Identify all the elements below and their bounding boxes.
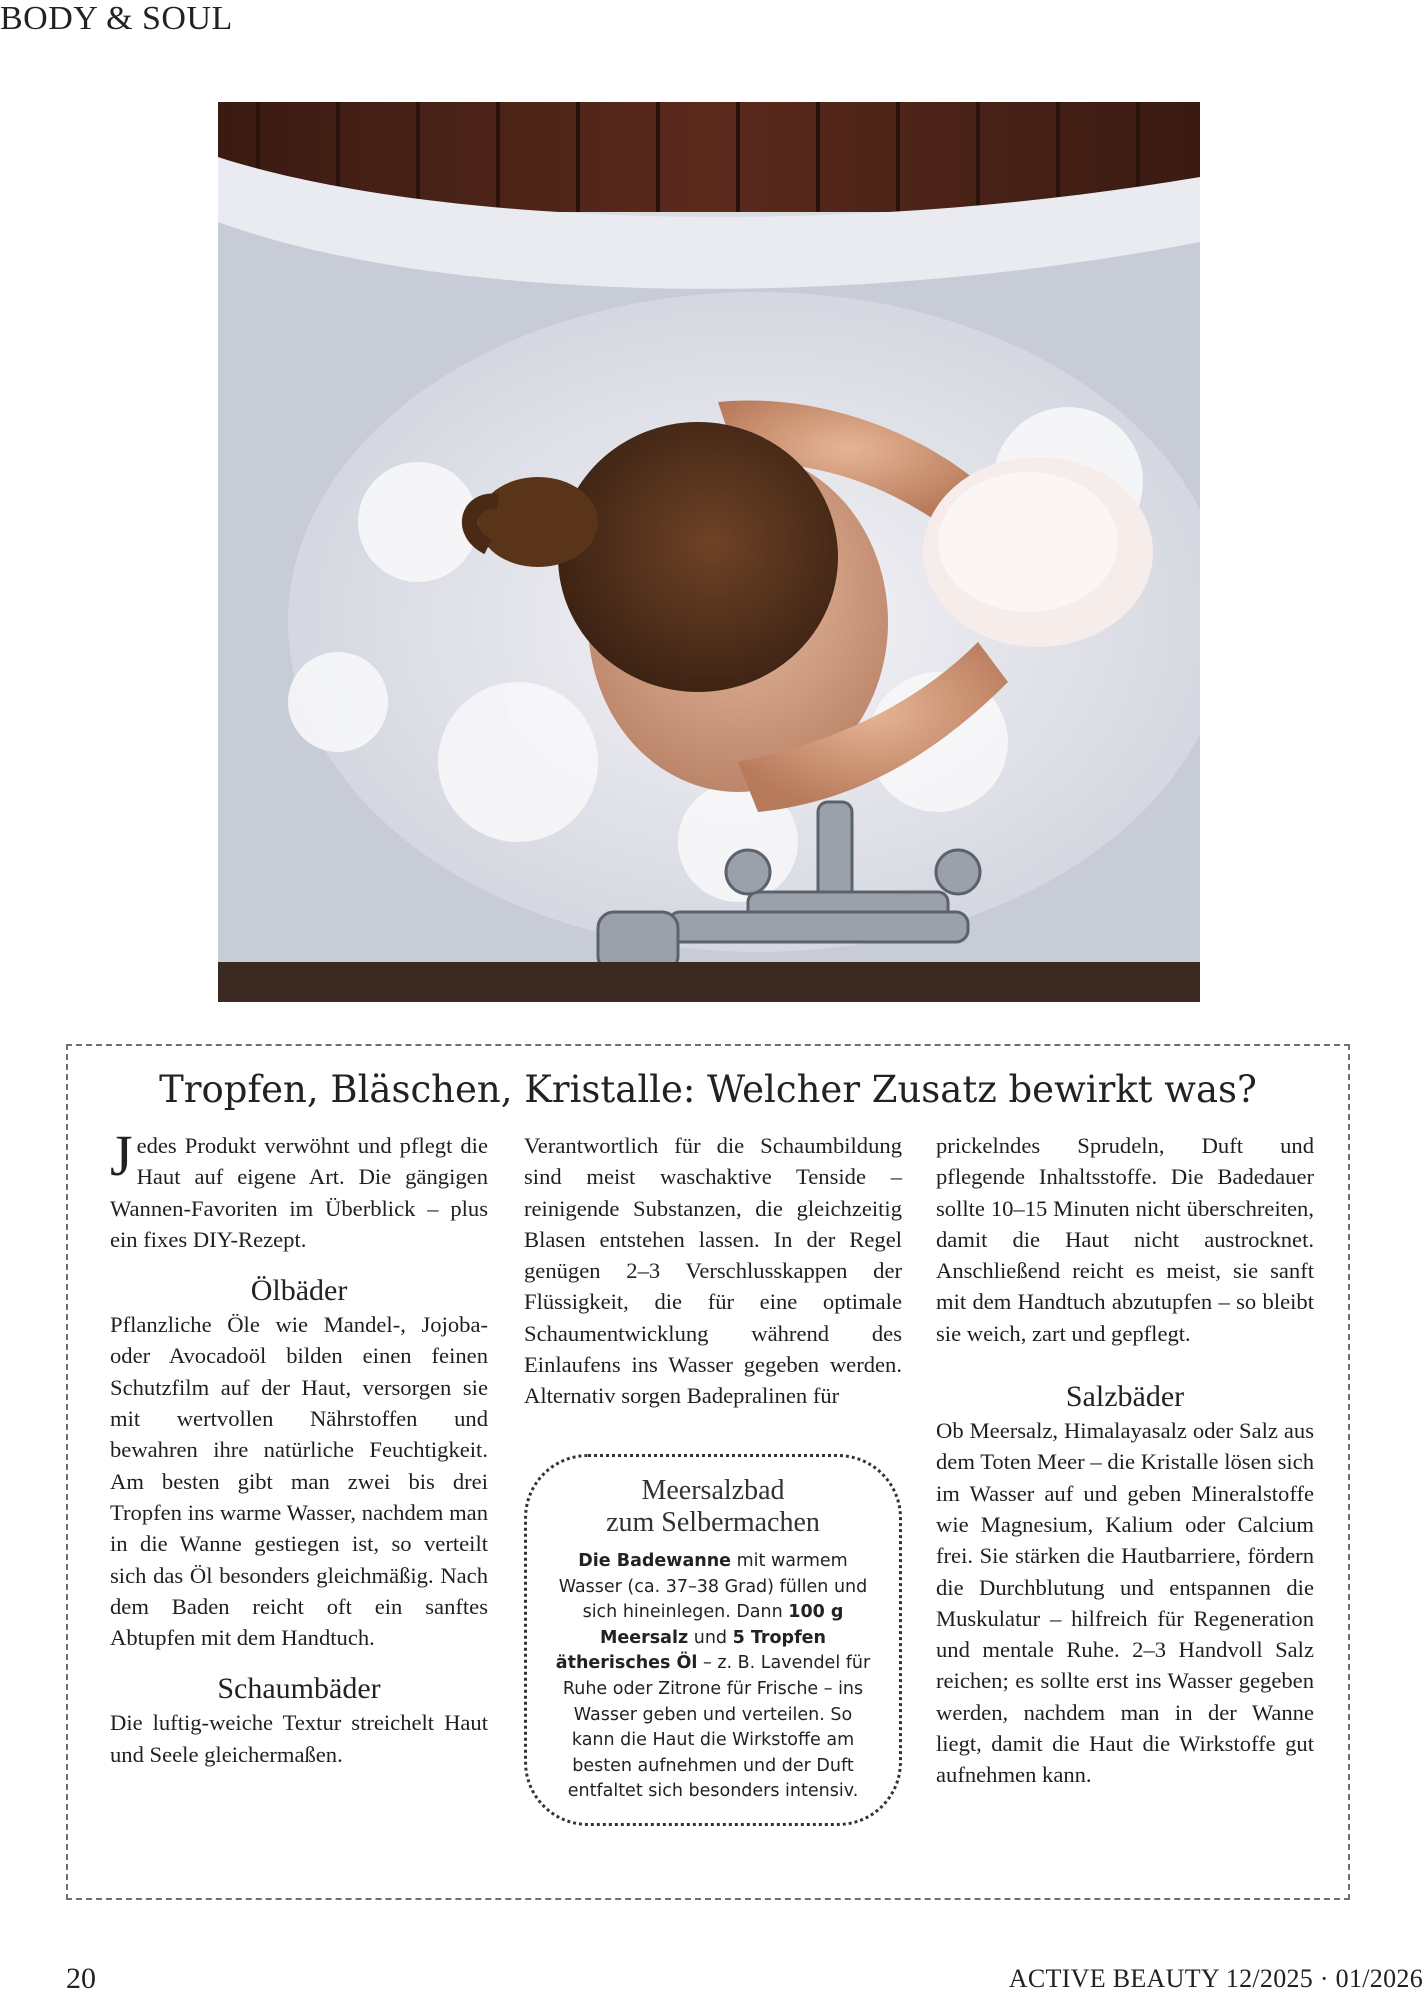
schaum-heading: Schaumbäder (217, 1672, 381, 1706)
salz-heading: Salzbäder (1065, 1380, 1185, 1414)
recipe-bold-1: Die Badewanne (578, 1551, 732, 1571)
recipe-body (553, 1549, 873, 1805)
intro-text: edes Produkt verwöhnt und pflegt die Haut auf eigene Art. Die gängigen Wannen-Favoriten im Überblick – plus ein fixes DIY-Rezept. (110, 1133, 488, 1252)
magazine-footer: ACTIVE BEAUTY 12/2025 · 01/2026 (1008, 1964, 1423, 1993)
schaum-text-a: Die luftig-weiche Textur streichelt Haut und Seele gleichermaßen. (110, 1710, 488, 1767)
page-number: 20 (66, 1962, 96, 1995)
intro-paragraph (110, 1123, 488, 1255)
oel-text: Pflanzliche Öle wie Mandel-, Jojoba- oder Avocadoöl bilden einen feinen Schutzfilm auf der Haut, versorgen sie mit wertvollen Nährstoffen und bewahren ihre natürliche Feuchtigkeit. Am besten gibt man zwei bis drei Tropfen ins warme Wasser, nachdem man in die Wanne gestiegen ist, so verteilt sich das Öl besonders gleichmäßig. Nach dem Baden reicht oft ein sanftes Abtupfen mit dem Handtuch. (110, 1312, 488, 1651)
recipe-text-3: – z. B. Lavendel für Ruhe oder Zitrone für Frische – ins Wasser geben und verteilen. So kann die Haut die Wirkstoffe am besten aufnehmen und der Duft entfaltet sich besonders intensiv. (562, 1653, 871, 1802)
column-2 (524, 1130, 902, 1412)
recipe-bold-3: 5 Tropfen ätherisches Öl (555, 1627, 827, 1674)
schaum-text-b: Verantwortlich für die Schaumbildung sind meist waschaktive Tenside – reinigende Substanzen, die gleichzeitig Blasen entstehen lassen. In der Regel genügen 2–3 Verschlusskappen der Flüssigkeit, die für eine optimale Schaumentwicklung während des Einlaufens ins Wasser gegeben werden. Alternativ sorgen Badepralinen für (524, 1133, 902, 1409)
recipe-bold-2: 100 g Meersalz (599, 1602, 844, 1648)
drop-cap: J (110, 1123, 133, 1188)
bath-photo (218, 102, 1200, 1002)
schaum-text-c: prickelndes Sprudeln, Duft und pflegende Inhaltsstoffe. Die Badedauer sollte 10–15 Minuten nicht überschreiten, damit die Haut nicht austrocknet. Anschließend reicht es meist, sie sanft mit dem Handtuch abzutupfen – so bleibt sie weich, zart und gepflegt. (936, 1133, 1314, 1346)
salz-text: Ob Meersalz, Himalayasalz oder Salz aus dem Toten Meer – die Kristalle lösen sich im Wasser auf und geben Mineralstoffe wie Magnesium, Kalium oder Calcium frei. Sie stärken die Hautbarriere, fördern die Durchblutung und entspannen die Muskulatur – hilfreich für Regeneration und mentale Ruhe. 2–3 Handvoll Salz reichen; es sollte erst ins Wasser gegeben werden, nachdem man in der Wanne liegt, damit die Haut die Wirkstoffe gut aufnehmen kann. (936, 1418, 1314, 1788)
recipe-title-line1: Meersalzbad (641, 1475, 785, 1506)
recipe-text-1: mit warmem Wasser (ca. 37–38 Grad) füllen und sich hineinlegen. Dann (558, 1551, 868, 1623)
bath-photo-illustration (218, 102, 1200, 1002)
column-3 (936, 1130, 1314, 1791)
box-title: Tropfen, Bläschen, Kristalle: Welcher Zusatz bewirkt was? (159, 1068, 1257, 1111)
recipe-title-line2: zum Selbermachen (606, 1507, 820, 1538)
column-1 (110, 1123, 488, 1770)
recipe-box (524, 1454, 902, 1826)
oel-heading: Ölbäder (250, 1274, 348, 1308)
recipe-title (527, 1475, 899, 1539)
info-box (66, 1044, 1350, 1900)
section-label: BODY & SOUL (0, 0, 233, 37)
recipe-text-2: und (688, 1627, 733, 1648)
